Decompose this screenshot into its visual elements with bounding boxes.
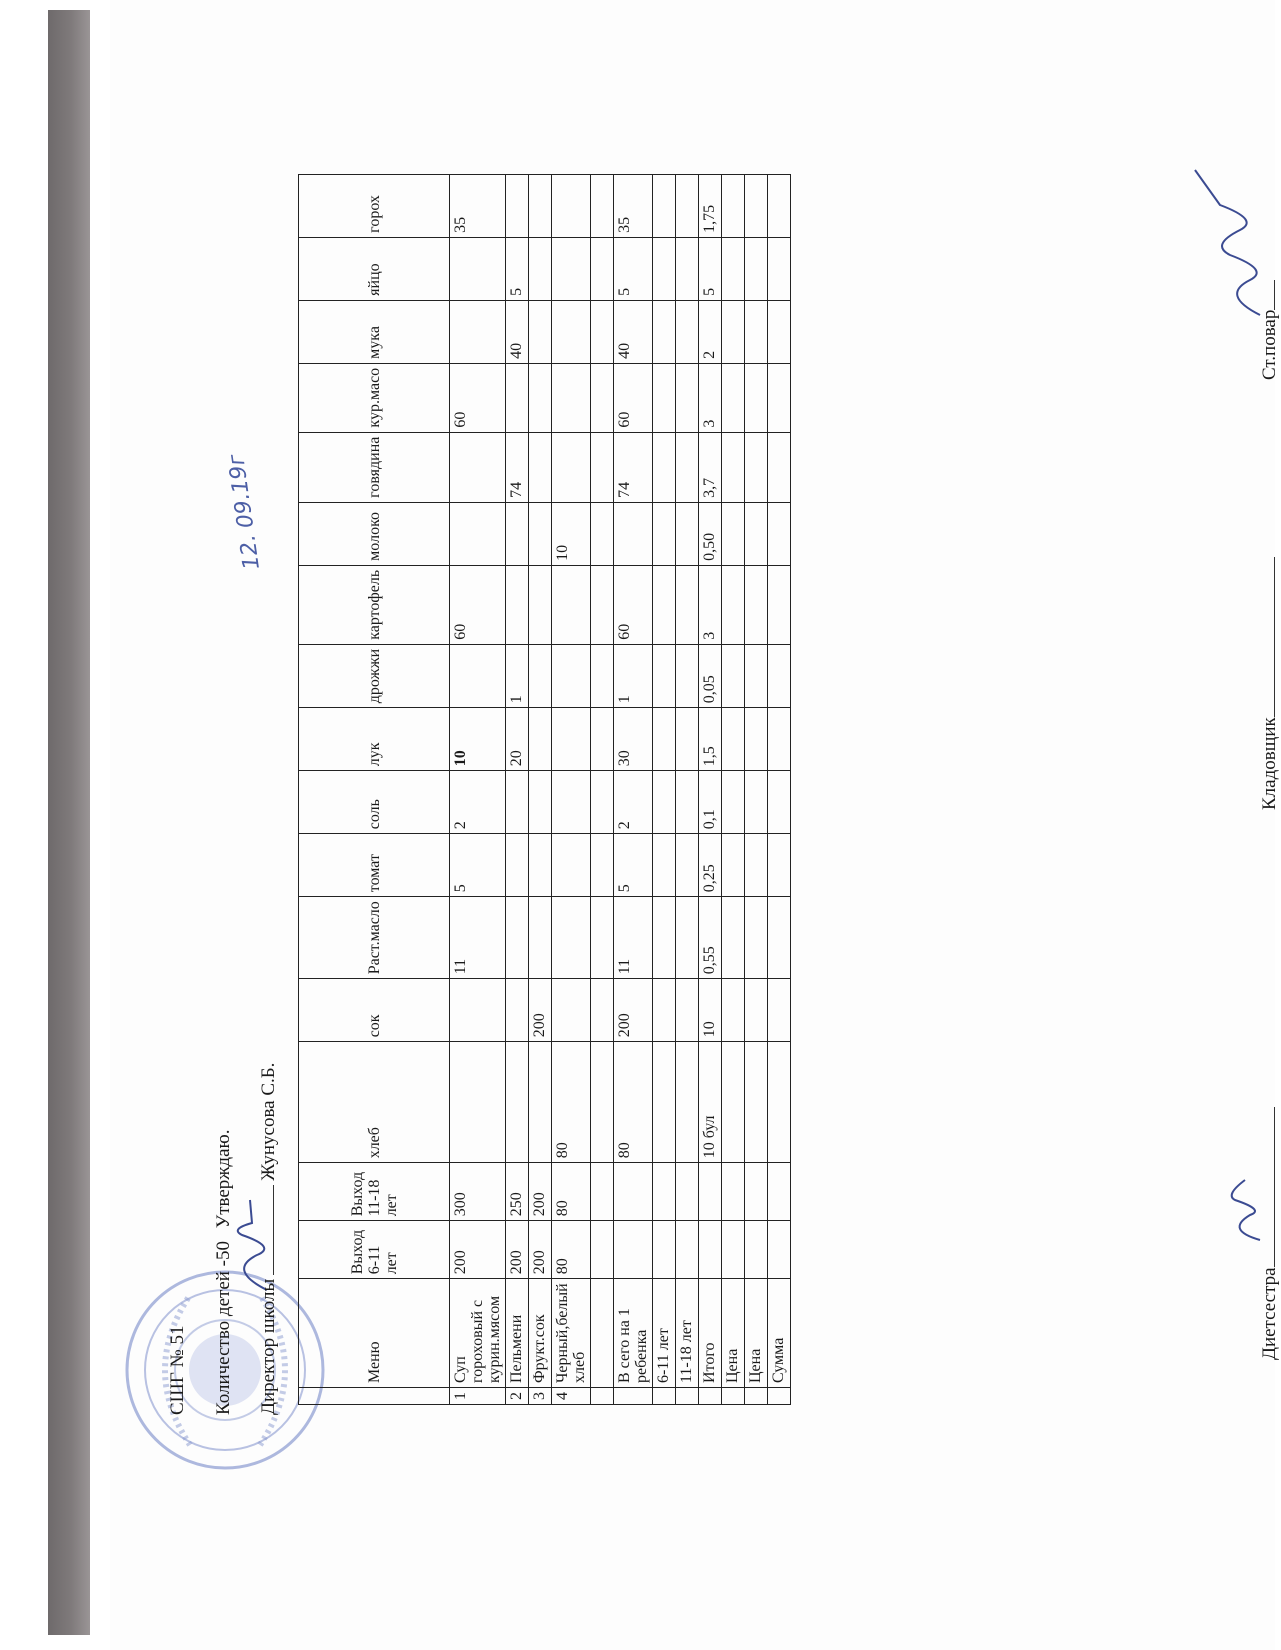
quantity-cell: 10 бул bbox=[699, 1042, 722, 1163]
quantity-cell: 60 bbox=[450, 565, 506, 644]
quantity-cell bbox=[768, 1042, 791, 1163]
table-row bbox=[653, 174, 676, 1404]
quantity-cell bbox=[450, 237, 506, 300]
dietitian-autograph bbox=[1220, 1170, 1270, 1250]
quantity-cell bbox=[676, 300, 699, 363]
quantity-cell bbox=[768, 979, 791, 1042]
quantity-cell: 0,55 bbox=[699, 897, 722, 979]
dish-name: 6-11 лет bbox=[653, 1279, 676, 1388]
table-row bbox=[699, 174, 722, 1404]
quantity-cell: 40 bbox=[506, 300, 529, 363]
table-row bbox=[591, 174, 614, 1404]
row-number bbox=[614, 1388, 653, 1405]
quantity-cell bbox=[722, 1163, 745, 1221]
quantity-cell: 1,5 bbox=[699, 708, 722, 771]
quantity-cell: 5 bbox=[450, 834, 506, 897]
quantity-cell bbox=[552, 708, 591, 771]
quantity-cell bbox=[653, 1221, 676, 1279]
table-header-row bbox=[299, 174, 450, 1404]
quantity-cell bbox=[653, 897, 676, 979]
quantity-cell bbox=[768, 708, 791, 771]
quantity-cell bbox=[745, 1042, 768, 1163]
column-header: горох bbox=[299, 174, 450, 237]
quantity-cell: 3,7 bbox=[699, 432, 722, 502]
quantity-cell bbox=[529, 834, 552, 897]
director-label: Директор школы bbox=[258, 1278, 279, 1415]
quantity-cell bbox=[768, 897, 791, 979]
column-header: соль bbox=[299, 771, 450, 834]
quantity-cell: 60 bbox=[450, 363, 506, 432]
quantity-cell bbox=[653, 1163, 676, 1221]
quantity-cell: 40 bbox=[614, 300, 653, 363]
column-header: Выход 11-18 лет bbox=[299, 1163, 450, 1221]
quantity-cell bbox=[591, 771, 614, 834]
quantity-cell bbox=[591, 834, 614, 897]
quantity-cell bbox=[591, 644, 614, 707]
quantity-cell bbox=[768, 300, 791, 363]
quantity-cell bbox=[591, 363, 614, 432]
column-header: мука bbox=[299, 300, 450, 363]
quantity-cell: 2 bbox=[614, 771, 653, 834]
quantity-cell: 0,50 bbox=[699, 502, 722, 565]
quantity-cell bbox=[722, 1221, 745, 1279]
quantity-cell bbox=[676, 174, 699, 237]
quantity-cell bbox=[745, 644, 768, 707]
quantity-cell bbox=[591, 432, 614, 502]
column-header: Раст.масло bbox=[299, 897, 450, 979]
quantity-cell: 2 bbox=[450, 771, 506, 834]
table-row bbox=[722, 174, 745, 1404]
quantity-cell bbox=[529, 432, 552, 502]
quantity-cell bbox=[745, 1221, 768, 1279]
quantity-cell bbox=[722, 1042, 745, 1163]
quantity-cell bbox=[676, 771, 699, 834]
quantity-cell bbox=[722, 771, 745, 834]
quantity-cell bbox=[676, 1163, 699, 1221]
quantity-cell bbox=[653, 565, 676, 644]
table-row bbox=[529, 174, 552, 1404]
quantity-cell: 11 bbox=[614, 897, 653, 979]
quantity-cell: 80 bbox=[614, 1042, 653, 1163]
children-count-label: Количество детей -50 bbox=[213, 1241, 234, 1415]
dish-name: Пельмени bbox=[506, 1279, 529, 1388]
quantity-cell bbox=[676, 979, 699, 1042]
quantity-cell bbox=[529, 1042, 552, 1163]
quantity-cell: 60 bbox=[614, 565, 653, 644]
chef-autograph bbox=[1190, 165, 1280, 325]
quantity-cell bbox=[768, 565, 791, 644]
quantity-cell bbox=[676, 897, 699, 979]
dish-name: Цена bbox=[722, 1279, 745, 1388]
quantity-cell bbox=[591, 565, 614, 644]
quantity-cell bbox=[653, 432, 676, 502]
quantity-cell bbox=[591, 979, 614, 1042]
quantity-cell bbox=[745, 363, 768, 432]
quantity-cell bbox=[529, 502, 552, 565]
quantity-cell: 10 bbox=[552, 502, 591, 565]
quantity-cell bbox=[722, 363, 745, 432]
menu-table bbox=[298, 174, 791, 1405]
quantity-cell bbox=[614, 502, 653, 565]
quantity-cell bbox=[552, 897, 591, 979]
column-header: картофель bbox=[299, 565, 450, 644]
column-header: кур.масо bbox=[299, 363, 450, 432]
quantity-cell bbox=[450, 432, 506, 502]
quantity-cell: 200 bbox=[529, 1221, 552, 1279]
quantity-cell bbox=[722, 237, 745, 300]
row-number bbox=[768, 1388, 791, 1405]
quantity-cell bbox=[722, 979, 745, 1042]
quantity-cell bbox=[506, 979, 529, 1042]
quantity-cell bbox=[722, 300, 745, 363]
approve-label: Утверждаю. bbox=[213, 1129, 234, 1229]
quantity-cell: 200 bbox=[614, 979, 653, 1042]
quantity-cell bbox=[614, 1163, 653, 1221]
quantity-cell bbox=[552, 565, 591, 644]
quantity-cell bbox=[722, 432, 745, 502]
quantity-cell bbox=[552, 432, 591, 502]
chef-label: Ст.повар bbox=[1259, 309, 1280, 380]
quantity-cell bbox=[676, 1042, 699, 1163]
quantity-cell bbox=[722, 708, 745, 771]
quantity-cell bbox=[745, 1163, 768, 1221]
director-name: Жунусова С.Б. bbox=[258, 1062, 279, 1181]
quantity-cell bbox=[529, 708, 552, 771]
dish-name: В сего на 1 ребенка bbox=[614, 1279, 653, 1388]
quantity-cell bbox=[506, 897, 529, 979]
quantity-cell bbox=[653, 1042, 676, 1163]
quantity-cell: 35 bbox=[450, 174, 506, 237]
quantity-cell bbox=[591, 1221, 614, 1279]
quantity-cell bbox=[653, 363, 676, 432]
quantity-cell: 35 bbox=[614, 174, 653, 237]
quantity-cell: 5 bbox=[614, 237, 653, 300]
dish-name bbox=[591, 1279, 614, 1388]
quantity-cell: 1 bbox=[614, 644, 653, 707]
quantity-cell bbox=[591, 237, 614, 300]
quantity-cell: 11 bbox=[450, 897, 506, 979]
quantity-cell: 200 bbox=[529, 1163, 552, 1221]
quantity-cell bbox=[745, 237, 768, 300]
quantity-cell bbox=[653, 834, 676, 897]
school-name: СШГ № 51 bbox=[167, 1325, 188, 1415]
quantity-cell: 200 bbox=[450, 1221, 506, 1279]
quantity-cell bbox=[506, 1042, 529, 1163]
row-number bbox=[699, 1388, 722, 1405]
quantity-cell bbox=[745, 300, 768, 363]
quantity-cell bbox=[591, 897, 614, 979]
table-row bbox=[614, 174, 653, 1404]
quantity-cell bbox=[745, 432, 768, 502]
column-header: хлеб bbox=[299, 1042, 450, 1163]
quantity-cell bbox=[722, 174, 745, 237]
quantity-cell bbox=[591, 1163, 614, 1221]
storekeeper-line bbox=[1258, 557, 1275, 717]
quantity-cell bbox=[552, 771, 591, 834]
quantity-cell: 0,1 bbox=[699, 771, 722, 834]
quantity-cell bbox=[450, 1042, 506, 1163]
quantity-cell bbox=[506, 502, 529, 565]
quantity-cell bbox=[450, 502, 506, 565]
quantity-cell bbox=[591, 174, 614, 237]
director-signature-line bbox=[257, 1185, 274, 1275]
row-number: 1 bbox=[450, 1388, 506, 1405]
quantity-cell bbox=[768, 771, 791, 834]
storekeeper-signature bbox=[1258, 557, 1281, 810]
column-header: Меню bbox=[299, 1279, 450, 1388]
column-header: дрожжи bbox=[299, 644, 450, 707]
quantity-cell bbox=[768, 1163, 791, 1221]
quantity-cell: 74 bbox=[506, 432, 529, 502]
quantity-cell bbox=[506, 565, 529, 644]
column-header: говядина bbox=[299, 432, 450, 502]
quantity-cell bbox=[699, 1163, 722, 1221]
quantity-cell bbox=[529, 644, 552, 707]
quantity-cell: 0,05 bbox=[699, 644, 722, 707]
quantity-cell bbox=[676, 644, 699, 707]
column-header: Выход 6-11 лет bbox=[299, 1221, 450, 1279]
quantity-cell: 80 bbox=[552, 1163, 591, 1221]
quantity-cell bbox=[653, 300, 676, 363]
dish-name: Фрукт.сок bbox=[529, 1279, 552, 1388]
quantity-cell bbox=[552, 834, 591, 897]
quantity-cell bbox=[676, 363, 699, 432]
quantity-cell bbox=[768, 1221, 791, 1279]
quantity-cell bbox=[529, 565, 552, 644]
quantity-cell bbox=[653, 502, 676, 565]
quantity-cell bbox=[614, 1221, 653, 1279]
row-number bbox=[591, 1388, 614, 1405]
quantity-cell bbox=[529, 300, 552, 363]
quantity-cell bbox=[768, 502, 791, 565]
column-header: сок bbox=[299, 979, 450, 1042]
quantity-cell bbox=[676, 1221, 699, 1279]
handwritten-date: 12. 09.19г bbox=[224, 452, 265, 572]
quantity-cell bbox=[676, 432, 699, 502]
quantity-cell bbox=[529, 174, 552, 237]
quantity-cell bbox=[591, 708, 614, 771]
dish-name: 11-18 лет bbox=[676, 1279, 699, 1388]
quantity-cell: 5 bbox=[506, 237, 529, 300]
quantity-cell bbox=[676, 708, 699, 771]
quantity-cell bbox=[529, 363, 552, 432]
quantity-cell: 30 bbox=[614, 708, 653, 771]
quantity-cell bbox=[591, 1042, 614, 1163]
quantity-cell bbox=[653, 174, 676, 237]
column-header: яйцо bbox=[299, 237, 450, 300]
dish-name: Сумма bbox=[768, 1279, 791, 1388]
quantity-cell: 200 bbox=[506, 1221, 529, 1279]
quantity-cell: 60 bbox=[614, 363, 653, 432]
quantity-cell: 2 bbox=[699, 300, 722, 363]
quantity-cell bbox=[552, 363, 591, 432]
quantity-cell bbox=[552, 237, 591, 300]
quantity-cell bbox=[506, 174, 529, 237]
quantity-cell: 250 bbox=[506, 1163, 529, 1221]
quantity-cell bbox=[552, 174, 591, 237]
dish-name: Цена bbox=[745, 1279, 768, 1388]
table-row bbox=[745, 174, 768, 1404]
quantity-cell bbox=[552, 300, 591, 363]
dish-name: Черный,белый хлеб bbox=[552, 1279, 591, 1388]
quantity-cell: 200 bbox=[529, 979, 552, 1042]
quantity-cell bbox=[768, 174, 791, 237]
quantity-cell bbox=[745, 834, 768, 897]
table-row bbox=[450, 174, 506, 1404]
table-row bbox=[768, 174, 791, 1404]
quantity-cell bbox=[653, 708, 676, 771]
quantity-cell bbox=[506, 363, 529, 432]
quantity-cell bbox=[722, 502, 745, 565]
quantity-cell: 1 bbox=[506, 644, 529, 707]
quantity-cell bbox=[699, 1221, 722, 1279]
quantity-cell bbox=[653, 237, 676, 300]
quantity-cell bbox=[722, 897, 745, 979]
quantity-cell bbox=[745, 771, 768, 834]
quantity-cell bbox=[745, 502, 768, 565]
quantity-cell: 20 bbox=[506, 708, 529, 771]
quantity-cell: 5 bbox=[614, 834, 653, 897]
quantity-cell: 74 bbox=[614, 432, 653, 502]
quantity-cell bbox=[676, 565, 699, 644]
quantity-cell bbox=[745, 174, 768, 237]
dietitian-label: Диетсестра bbox=[1259, 1267, 1280, 1360]
quantity-cell bbox=[745, 565, 768, 644]
quantity-cell bbox=[450, 644, 506, 707]
row-number bbox=[676, 1388, 699, 1405]
quantity-cell bbox=[591, 502, 614, 565]
quantity-cell bbox=[722, 644, 745, 707]
row-number: 3 bbox=[529, 1388, 552, 1405]
column-header: томат bbox=[299, 834, 450, 897]
quantity-cell bbox=[676, 237, 699, 300]
quantity-cell bbox=[653, 644, 676, 707]
row-number bbox=[745, 1388, 768, 1405]
quantity-cell bbox=[506, 771, 529, 834]
quantity-cell bbox=[591, 300, 614, 363]
quantity-cell: 10 bbox=[699, 979, 722, 1042]
quantity-cell bbox=[450, 979, 506, 1042]
dish-name: Итого bbox=[699, 1279, 722, 1388]
quantity-cell bbox=[768, 363, 791, 432]
quantity-cell: 300 bbox=[450, 1163, 506, 1221]
quantity-cell bbox=[745, 979, 768, 1042]
quantity-cell bbox=[529, 237, 552, 300]
table-row bbox=[676, 174, 699, 1404]
quantity-cell bbox=[676, 502, 699, 565]
quantity-cell: 3 bbox=[699, 565, 722, 644]
quantity-cell bbox=[506, 834, 529, 897]
column-header: лук bbox=[299, 708, 450, 771]
quantity-cell bbox=[653, 771, 676, 834]
row-number: 2 bbox=[506, 1388, 529, 1405]
quantity-cell bbox=[768, 834, 791, 897]
director-line bbox=[257, 1063, 280, 1415]
quantity-cell bbox=[722, 834, 745, 897]
header-num-cell bbox=[299, 1388, 450, 1405]
quantity-cell bbox=[722, 565, 745, 644]
quantity-cell: 10 bbox=[450, 708, 506, 771]
quantity-cell bbox=[529, 771, 552, 834]
quantity-cell bbox=[529, 897, 552, 979]
row-number: 4 bbox=[552, 1388, 591, 1405]
quantity-cell bbox=[768, 432, 791, 502]
quantity-cell bbox=[653, 979, 676, 1042]
quantity-cell bbox=[768, 237, 791, 300]
row-number bbox=[653, 1388, 676, 1405]
table-row bbox=[506, 174, 529, 1404]
quantity-cell bbox=[552, 979, 591, 1042]
column-header: молоко bbox=[299, 502, 450, 565]
dish-name: Суп гороховый с курин.мясом bbox=[450, 1279, 506, 1388]
quantity-cell: 0,25 bbox=[699, 834, 722, 897]
quantity-cell bbox=[768, 644, 791, 707]
quantity-cell bbox=[745, 708, 768, 771]
quantity-cell bbox=[552, 644, 591, 707]
quantity-cell: 3 bbox=[699, 363, 722, 432]
quantity-cell bbox=[745, 897, 768, 979]
table-row bbox=[552, 174, 591, 1404]
quantity-cell: 5 bbox=[699, 237, 722, 300]
quantity-cell bbox=[450, 300, 506, 363]
quantity-cell: 1,75 bbox=[699, 174, 722, 237]
children-count bbox=[213, 1130, 235, 1415]
quantity-cell: 80 bbox=[552, 1221, 591, 1279]
quantity-cell bbox=[676, 834, 699, 897]
storekeeper-label: Кладовщик bbox=[1259, 717, 1280, 810]
row-number bbox=[722, 1388, 745, 1405]
quantity-cell: 80 bbox=[552, 1042, 591, 1163]
